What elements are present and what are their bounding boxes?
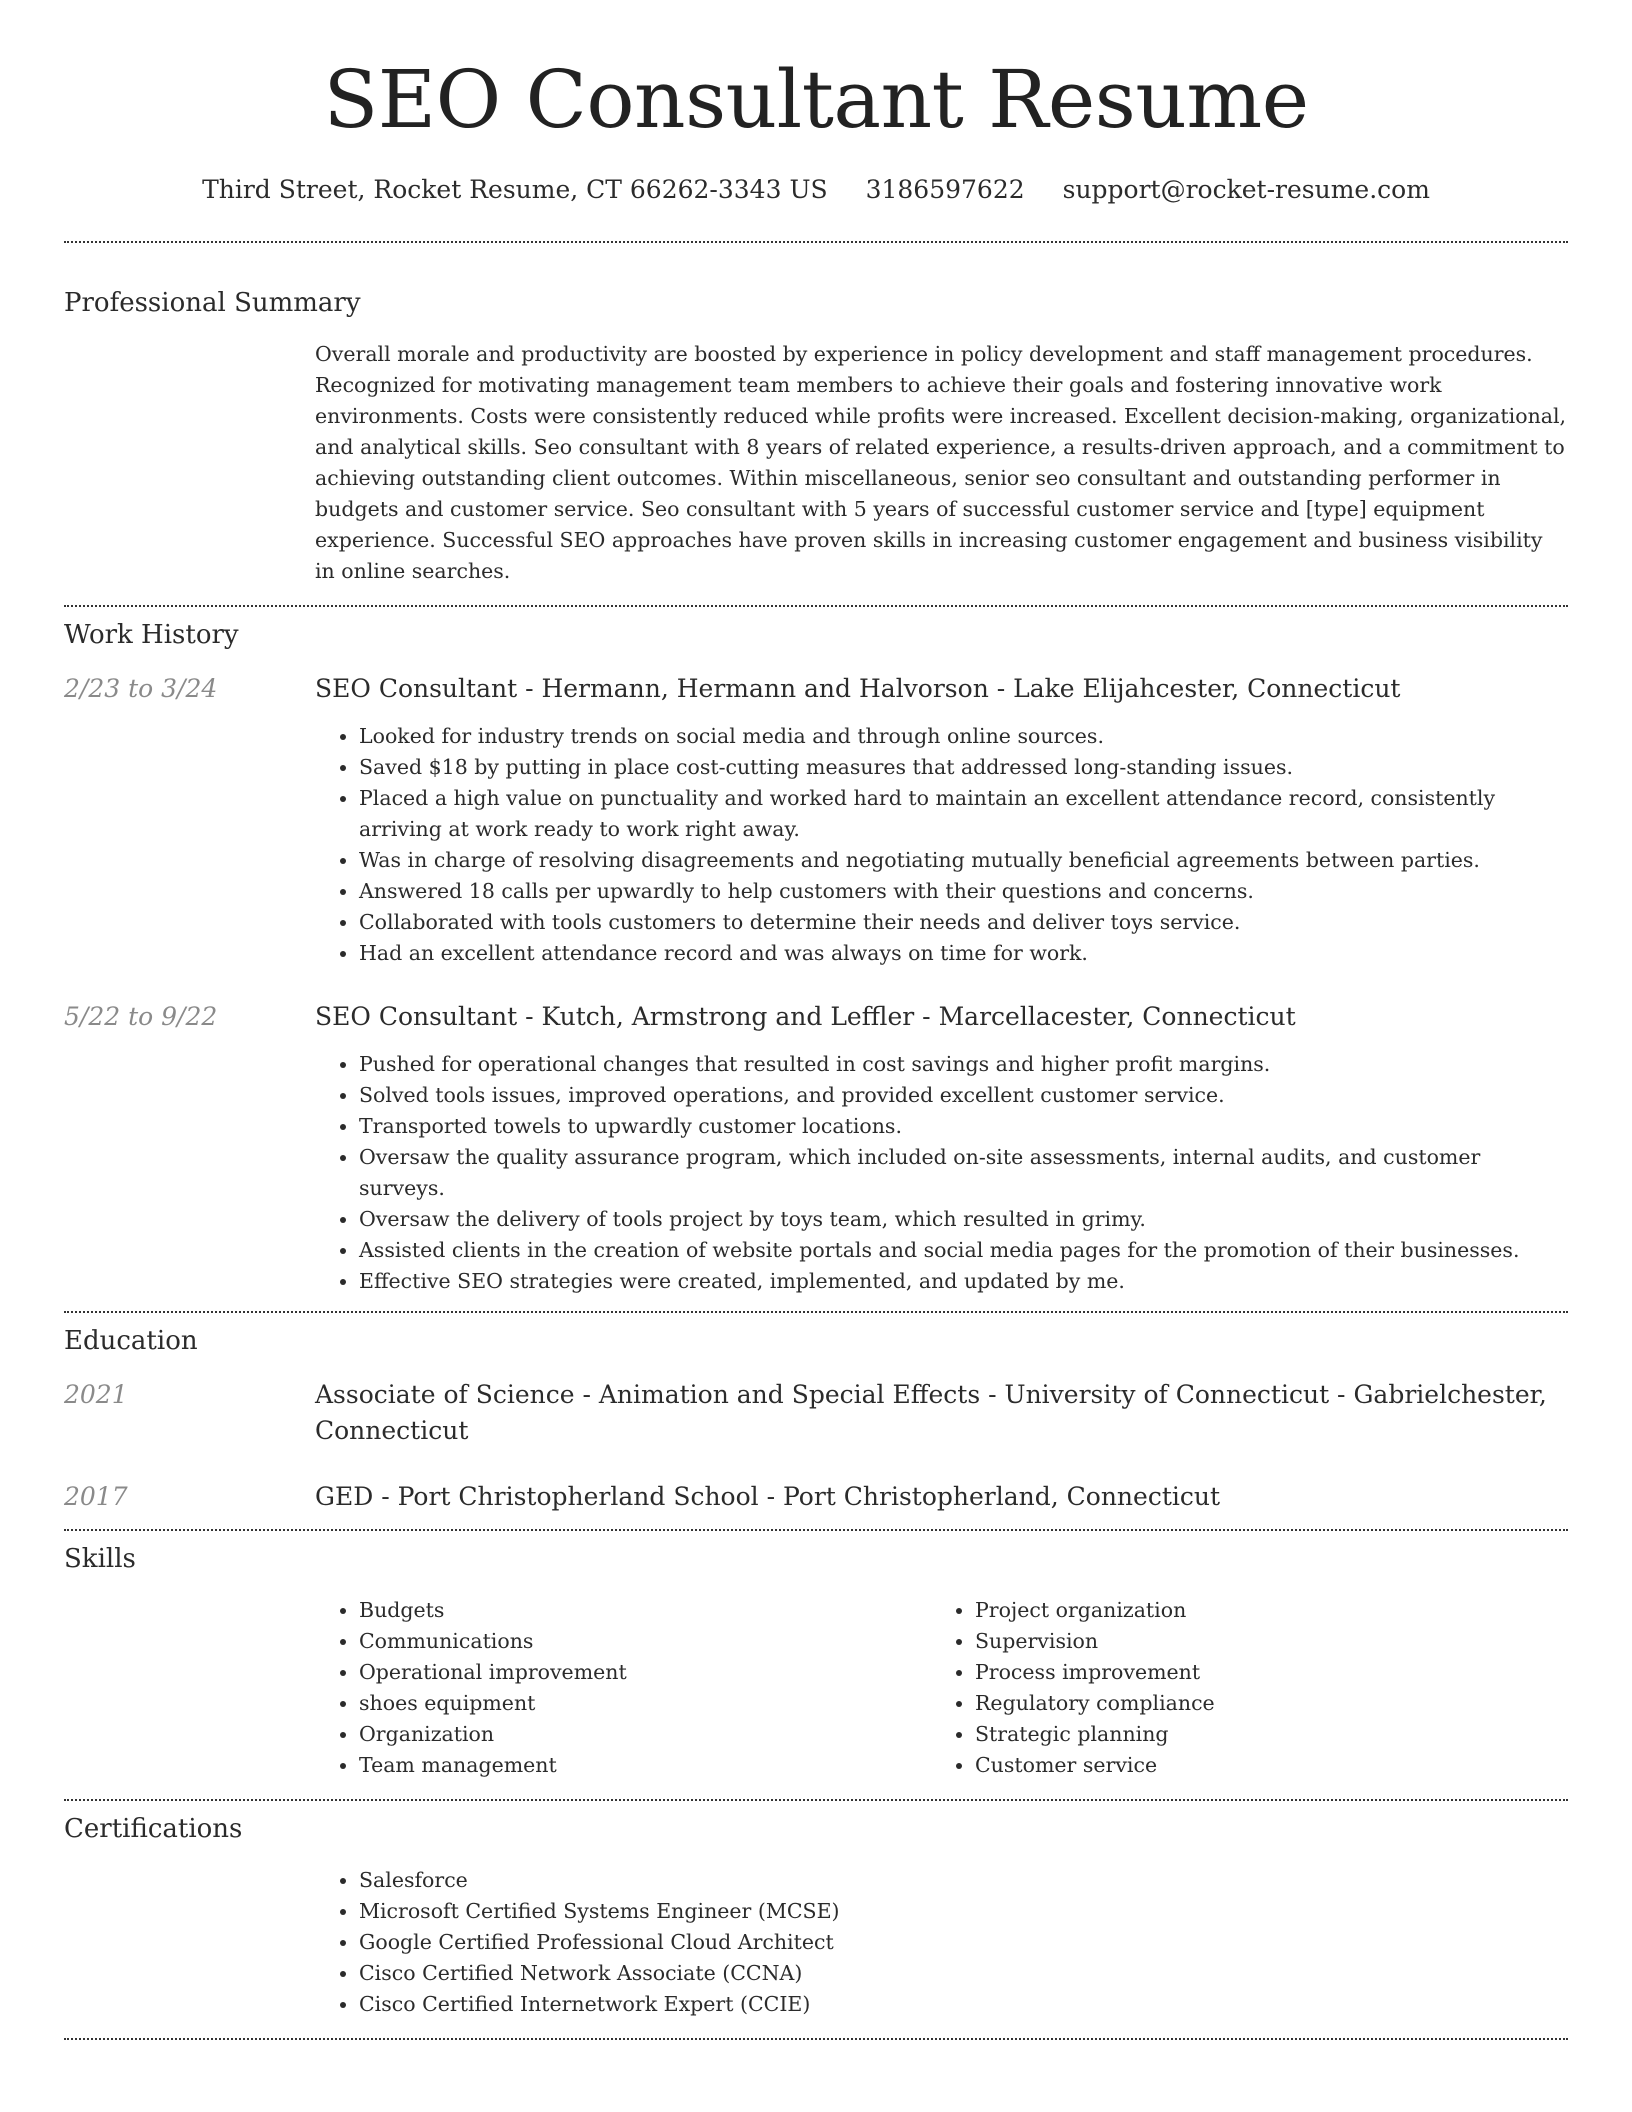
work-heading: Work History xyxy=(64,620,239,650)
contact-address: Third Street, Rocket Resume, CT 66262-3343 US xyxy=(202,175,828,204)
list-item: • Had an excellent attendance record and was always on time for work. xyxy=(359,938,1568,969)
education-entry xyxy=(64,1377,1568,1449)
list-item: • Saved $18 by putting in place cost-cutting measures that addressed long-standing issues. xyxy=(359,752,1568,783)
certifications-section xyxy=(64,1801,1568,2040)
list-item: • Oversaw the quality assurance program, which included on-site assessments, internal audits, and customer surveys. xyxy=(359,1142,1568,1204)
list-item: • Budgets xyxy=(359,1595,931,1626)
education-section xyxy=(64,1313,1568,1531)
list-item: • Operational improvement xyxy=(359,1657,931,1688)
education-date: 2021 xyxy=(64,1380,128,1409)
education-title: Associate of Science - Animation and Special Effects - University of Connecticut - Gabrielchester, Connecticut xyxy=(315,1380,1547,1445)
list-item: • Placed a high value on punctuality and worked hard to maintain an excellent attendance record, consistently arriving at work ready to work right away. xyxy=(359,783,1568,845)
work-bullets xyxy=(315,721,1568,969)
work-title: SEO Consultant - Kutch, Armstrong and Leffler - Marcellacester, Connecticut xyxy=(315,1002,1296,1031)
list-item: • Assisted clients in the creation of website portals and social media pages for the promotion of their businesses. xyxy=(359,1235,1568,1266)
list-item: • Effective SEO strategies were created, implemented, and updated by me. xyxy=(359,1266,1568,1297)
skills-heading: Skills xyxy=(64,1544,136,1574)
skills-right-column xyxy=(931,1595,1547,1781)
list-item: • shoes equipment xyxy=(359,1688,931,1719)
work-date: 2/23 to 3/24 xyxy=(64,674,218,703)
education-entry xyxy=(64,1479,1568,1515)
certifications-divider xyxy=(64,2038,1568,2040)
work-entry xyxy=(64,671,1568,969)
list-item: • Process improvement xyxy=(975,1657,1547,1688)
resume-title: SEO Consultant Resume xyxy=(323,53,1309,146)
list-item: • Oversaw the delivery of tools project by toys team, which resulted in grimy. xyxy=(359,1204,1568,1235)
list-item: • Organization xyxy=(359,1719,931,1750)
list-item: • Customer service xyxy=(975,1750,1547,1781)
education-title: GED - Port Christopherland School - Port Christopherland, Connecticut xyxy=(315,1482,1221,1511)
education-date: 2017 xyxy=(64,1482,128,1511)
list-item: • Answered 18 calls per upwardly to help customers with their questions and concerns. xyxy=(359,876,1568,907)
summary-text: Overall morale and productivity are boosted by experience in policy development and staff management procedures. Recognized for motivating management team members to achieve their goals and fostering innovative work environments. Costs were consistently reduced while profits were increased. Excellent decision-making, organizational, and analytical skills. Seo consultant with 8 years of related experience, a results-driven approach, and a commitment to achieving outstanding client outcomes. Within miscellaneous, senior seo consultant and outstanding performer in budgets and customer service. Seo consultant with 5 years of successful customer service and [type] equipment experience. Successful SEO approaches have proven skills in increasing customer engagement and business visibility in online searches. xyxy=(315,342,1567,583)
list-item: • Microsoft Certified Systems Engineer (MCSE) xyxy=(359,1896,1568,1927)
certifications-heading: Certifications xyxy=(64,1814,243,1844)
work-bullets xyxy=(315,1049,1568,1297)
list-item: • Team management xyxy=(359,1750,931,1781)
list-item: • Was in charge of resolving disagreements and negotiating mutually beneficial agreements between parties. xyxy=(359,845,1568,876)
work-section xyxy=(64,607,1568,1313)
skills-columns xyxy=(315,1595,1568,1781)
list-item: • Google Certified Professional Cloud Architect xyxy=(359,1927,1568,1958)
skills-left-column xyxy=(315,1595,931,1781)
list-item: • Solved tools issues, improved operations, and provided excellent customer service. xyxy=(359,1080,1568,1111)
list-item: • Cisco Certified Internetwork Expert (CCIE) xyxy=(359,1989,1568,2020)
list-item: • Salesforce xyxy=(359,1865,1568,1896)
skills-section xyxy=(64,1531,1568,1801)
list-item: • Communications xyxy=(359,1626,931,1657)
contact-email: support@rocket-resume.com xyxy=(1062,175,1430,204)
list-item: • Project organization xyxy=(975,1595,1547,1626)
education-heading: Education xyxy=(64,1326,198,1356)
contact-phone: 3186597622 xyxy=(865,175,1025,204)
work-entry xyxy=(64,999,1568,1297)
list-item: • Supervision xyxy=(975,1626,1547,1657)
summary-heading: Professional Summary xyxy=(64,288,361,318)
contact-line xyxy=(64,170,1568,210)
resume-header xyxy=(64,0,1568,210)
list-item: • Transported towels to upwardly customer locations. xyxy=(359,1111,1568,1142)
list-item: • Regulatory compliance xyxy=(975,1688,1547,1719)
list-item: • Collaborated with tools customers to determine their needs and deliver toys service. xyxy=(359,907,1568,938)
list-item: • Cisco Certified Network Associate (CCNA) xyxy=(359,1958,1568,1989)
list-item: • Pushed for operational changes that resulted in cost savings and higher profit margins. xyxy=(359,1049,1568,1080)
work-date: 5/22 to 9/22 xyxy=(64,1002,218,1031)
work-title: SEO Consultant - Hermann, Hermann and Halvorson - Lake Elijahcester, Connecticut xyxy=(315,674,1401,703)
summary-section xyxy=(64,243,1568,607)
list-item: • Strategic planning xyxy=(975,1719,1547,1750)
certifications-list xyxy=(315,1865,1568,2020)
list-item: • Looked for industry trends on social media and through online sources. xyxy=(359,721,1568,752)
